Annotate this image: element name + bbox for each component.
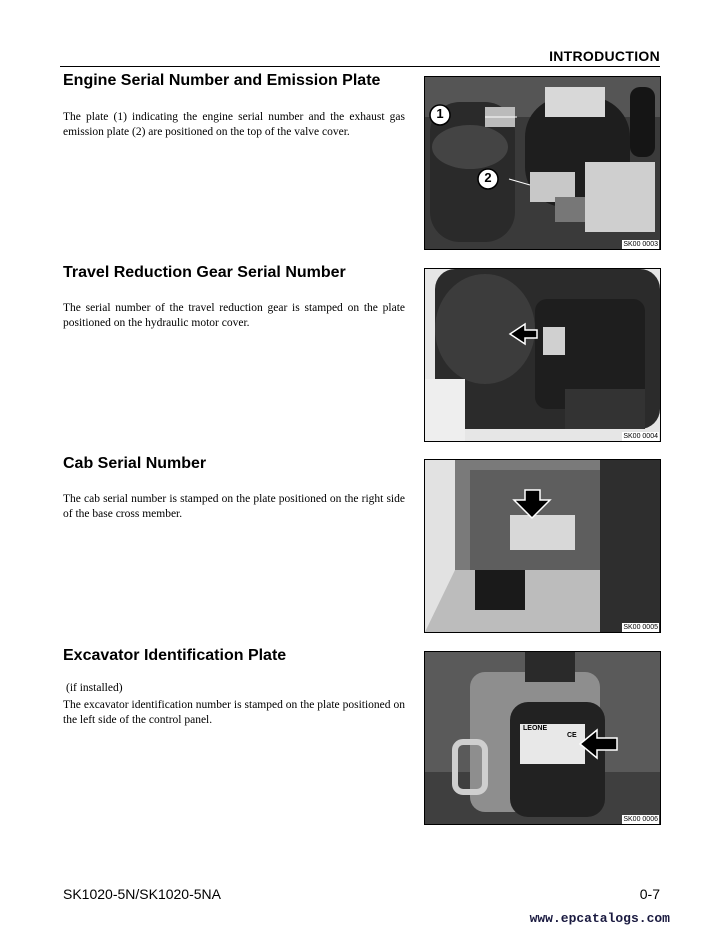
gear-photo-illustration [425,269,660,441]
photo-cab [424,459,661,633]
section-title-engine-plate: Engine Serial Number and Emission Plate [63,72,381,89]
section-text-id-plate: The excavator identification number is stamped on the plate positioned on the left side of the control panel. [63,699,405,726]
photo-id-plate [424,651,661,825]
plate-mark: CE [567,732,577,739]
section-text-cab: The cab serial number is stamped on the plate positioned on the right side of the base cross member. [63,493,405,520]
photo-engine-plate [424,76,661,250]
footer-model: SK1020-5N/SK1020-5NA [63,886,221,902]
photo-code: SK00 0003 [623,241,658,248]
section-title-cab: Cab Serial Number [63,455,207,472]
photo-code: SK00 0006 [623,816,658,823]
section-text-travel-gear: The serial number of the travel reduction gear is stamped on the plate positioned on the hydraulic motor cover. [63,302,405,329]
photo-code: SK00 0005 [623,624,658,631]
footer-page-number: 0-7 [639,886,660,902]
section-title-travel-gear: Travel Reduction Gear Serial Number [63,264,346,281]
callout-1: 1 [436,106,444,121]
plate-photo-illustration [425,652,660,824]
header-title: INTRODUCTION [549,48,660,64]
callout-2: 2 [484,170,492,185]
section-note-id-plate: (if installed) [66,682,123,694]
header-rule [60,66,660,67]
section-text-engine-plate: The plate (1) indicating the engine serial number and the exhaust gas emission plate (2) are positioned on the top of the valve cover. [63,111,405,138]
cab-photo-illustration [425,460,660,632]
section-title-id-plate: Excavator Identification Plate [63,647,287,664]
photo-travel-gear [424,268,661,442]
plate-brand: LEONE [523,725,548,732]
footer-watermark-link[interactable]: www.epcatalogs.com [529,911,670,926]
engine-photo-illustration [425,77,660,249]
photo-code: SK00 0004 [623,433,658,440]
